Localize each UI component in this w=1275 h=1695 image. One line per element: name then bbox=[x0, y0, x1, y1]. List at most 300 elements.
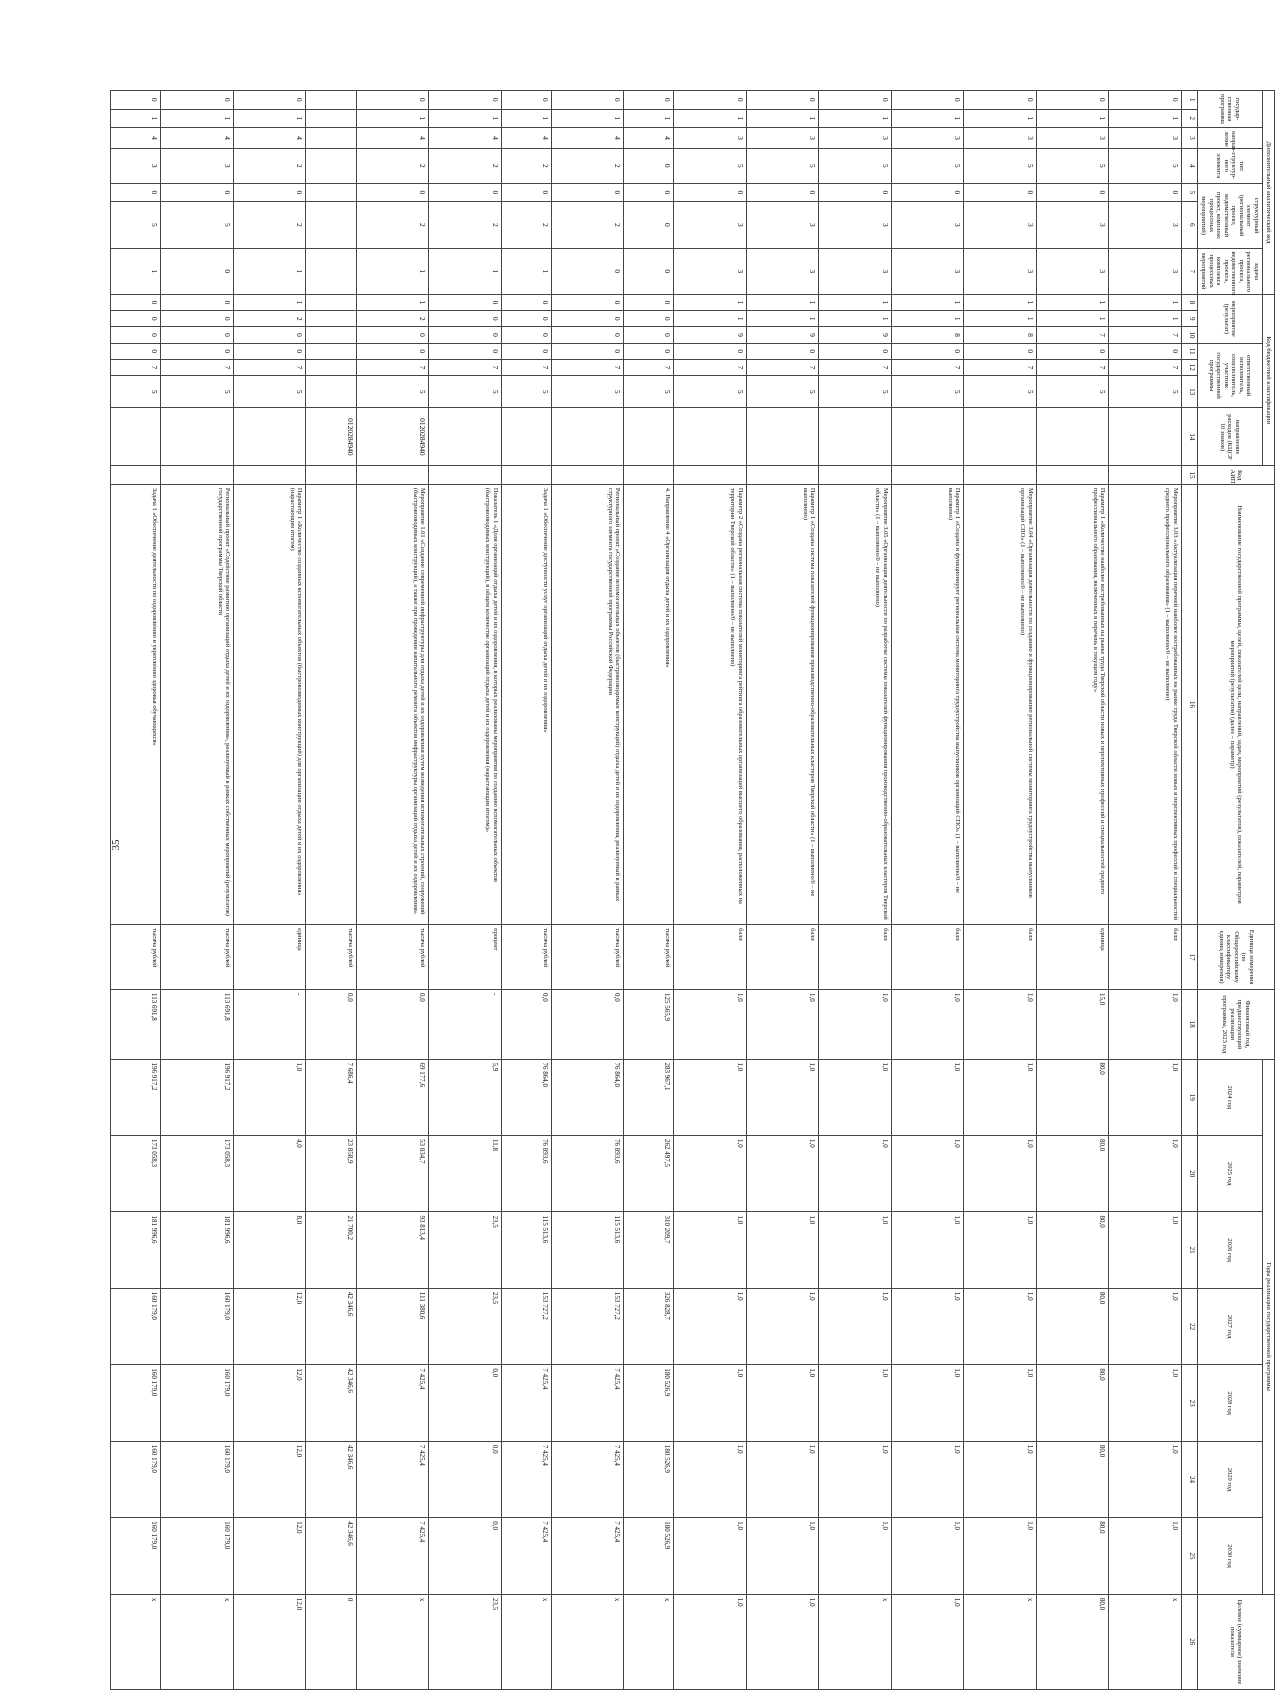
code-cell: 0 bbox=[161, 311, 234, 327]
year-value-cell: 23,5 bbox=[429, 1288, 502, 1364]
code-cell: 1 bbox=[551, 109, 624, 128]
year-value-cell: 1,0 bbox=[819, 1441, 892, 1517]
name-cell: Параметр 1 «Создана и функционирует региональная система мониторинга трудоустройства выпускников организаций СПО» (1 – выполнено/0 – не выполнено) bbox=[891, 484, 964, 924]
code-cell: 0 bbox=[1036, 343, 1109, 359]
base-value-cell: - bbox=[429, 990, 502, 1060]
year-value-cell: 7 425,4 bbox=[551, 1441, 624, 1517]
year-value-cell: 7 425,4 bbox=[356, 1518, 429, 1595]
code-cell: 0 bbox=[624, 202, 674, 248]
year-value-cell: 1,0 bbox=[674, 1136, 747, 1212]
code-cell bbox=[306, 343, 356, 359]
unit-cell: тысяча рублей bbox=[624, 925, 674, 990]
code-cell: 2 bbox=[551, 148, 624, 183]
code-cell: 3 bbox=[674, 202, 747, 248]
code-cell: 0 bbox=[674, 343, 747, 359]
aip-code-header: Код АИП bbox=[1197, 466, 1274, 485]
name-cell: Мероприятие 3.05 «Организация деятельности по разработке системы показателей функционирования производственно-образовательных кластеров Тверской области» (1 – выполнено/0 – не выполнено) bbox=[819, 484, 892, 924]
code-cell: 9 bbox=[819, 327, 892, 343]
code-cell: 0 bbox=[111, 327, 161, 343]
code-cell: 1 bbox=[819, 311, 892, 327]
aip-cell bbox=[306, 466, 356, 485]
kcsr-cell: 0120284940 bbox=[356, 408, 429, 466]
year-value-cell: 1,0 bbox=[891, 1441, 964, 1517]
aip-cell bbox=[1109, 466, 1182, 485]
code-cell: 0 bbox=[234, 91, 307, 110]
name-cell: Мероприятие 1.01 «Создание современной инфраструктуры для отдыха детей и их оздоровления путем возведения вспомогательных строений, сооружений (быстровозводимых конструкций), а также при проведении капитального ремонта объектов инфраструктуры организаций отдыха детей и их оздоровления» bbox=[356, 484, 429, 924]
year-value-cell: 80,0 bbox=[1036, 1212, 1109, 1288]
code-cell: 5 bbox=[551, 376, 624, 408]
year-value-cell: 180 526,9 bbox=[624, 1441, 674, 1517]
target-cell: 80,0 bbox=[1036, 1594, 1109, 1689]
code-cell: 1 bbox=[111, 248, 161, 294]
column-number: 19 bbox=[1181, 1059, 1197, 1135]
code-cell: 1 bbox=[746, 294, 819, 310]
expense-header: направление расходов (КЦСР 10 знаков) bbox=[1197, 408, 1262, 466]
code-cell: 7 bbox=[501, 359, 551, 375]
year-value-cell: 1,0 bbox=[674, 1212, 747, 1288]
year-value-cell: 80,0 bbox=[1036, 1059, 1109, 1135]
year-value-cell: 1,0 bbox=[674, 1059, 747, 1135]
code-cell: 0 bbox=[356, 327, 429, 343]
code-cell: 7 bbox=[356, 359, 429, 375]
code-cell: 5 bbox=[674, 148, 747, 183]
target-cell: 23,5 bbox=[429, 1594, 502, 1689]
struct-type-header: тип структур-ного элемента bbox=[1197, 148, 1262, 183]
code-cell: 0 bbox=[429, 91, 502, 110]
task-header: задача регионального проекта, ведомственного проекта, комплекса процессных мероприятий bbox=[1197, 248, 1262, 294]
target-cell: x bbox=[501, 1594, 551, 1689]
code-cell: 7 bbox=[964, 359, 1037, 375]
years-header: Годы реализации государственной программы bbox=[1262, 1059, 1274, 1594]
target-cell: x bbox=[161, 1594, 234, 1689]
year-value-cell: 262 497,5 bbox=[624, 1136, 674, 1212]
unit-cell: тысяча рублей bbox=[501, 925, 551, 990]
year-value-cell: 1,0 bbox=[746, 1212, 819, 1288]
year-value-cell: 0,0 bbox=[429, 1518, 502, 1595]
year-value-cell: 180 526,9 bbox=[624, 1518, 674, 1595]
kcsr-cell bbox=[891, 408, 964, 466]
year-value-cell: 153 727,2 bbox=[501, 1288, 551, 1364]
year-value-cell: 1,0 bbox=[819, 1059, 892, 1135]
code-cell: 0 bbox=[964, 183, 1037, 202]
code-cell: 7 bbox=[111, 359, 161, 375]
code-cell: 3 bbox=[819, 202, 892, 248]
base-value-cell: 0,0 bbox=[306, 990, 356, 1060]
year-value-cell: 160 179,0 bbox=[111, 1288, 161, 1364]
code-cell: 7 bbox=[1036, 359, 1109, 375]
column-number: 13 bbox=[1181, 376, 1197, 408]
code-cell: 0 bbox=[111, 343, 161, 359]
code-cell: 3 bbox=[819, 128, 892, 149]
column-number: 14 bbox=[1181, 408, 1197, 466]
year-value-cell: 1,0 bbox=[819, 1365, 892, 1441]
code-cell: 1 bbox=[819, 109, 892, 128]
aip-cell bbox=[746, 466, 819, 485]
year-value-cell: 12,0 bbox=[234, 1365, 307, 1441]
code-cell: 1 bbox=[356, 294, 429, 310]
year-value-cell: 160 179,0 bbox=[111, 1518, 161, 1595]
code-cell: 0 bbox=[746, 343, 819, 359]
year-value-cell: 1,0 bbox=[819, 1518, 892, 1595]
aip-cell bbox=[111, 466, 161, 485]
table-row bbox=[356, 91, 429, 1690]
base-value-cell: 113 691,8 bbox=[111, 990, 161, 1060]
table-row bbox=[964, 91, 1037, 1690]
code-cell: 0 bbox=[891, 183, 964, 202]
column-number: 3 bbox=[1181, 128, 1197, 149]
year-value-cell: 1,0 bbox=[1109, 1059, 1182, 1135]
code-cell: 5 bbox=[111, 202, 161, 248]
code-cell: 0 bbox=[624, 294, 674, 310]
code-cell: 1 bbox=[1109, 311, 1182, 327]
code-cell: 1 bbox=[819, 294, 892, 310]
base-value-cell: 113 691,8 bbox=[161, 990, 234, 1060]
target-cell: x bbox=[1109, 1594, 1182, 1689]
code-cell: 3 bbox=[746, 128, 819, 149]
code-cell: 0 bbox=[1036, 183, 1109, 202]
target-cell: x bbox=[964, 1594, 1037, 1689]
code-cell: 3 bbox=[674, 248, 747, 294]
code-cell: 0 bbox=[356, 91, 429, 110]
kcsr-cell bbox=[1109, 408, 1182, 466]
code-cell: 4 bbox=[111, 128, 161, 149]
unit-cell: балл bbox=[1109, 925, 1182, 990]
code-cell: 0 bbox=[111, 183, 161, 202]
year-value-cell: 1,0 bbox=[746, 1518, 819, 1595]
year-value-cell: 23 858,9 bbox=[306, 1136, 356, 1212]
name-cell: Параметр 1 «Количество наиболее востребованных на рынке труда Тверской области новых и перспективных профессий и специальностей среднего профессионального образования, включенных в перечень в текущем году» bbox=[1036, 484, 1109, 924]
unit-cell: тысяча рублей bbox=[306, 925, 356, 990]
code-cell bbox=[306, 311, 356, 327]
code-cell: 2 bbox=[551, 202, 624, 248]
code-cell: 1 bbox=[891, 311, 964, 327]
year-value-cell: 7 425,4 bbox=[356, 1441, 429, 1517]
code-cell: 4 bbox=[624, 128, 674, 149]
code-cell: 0 bbox=[501, 311, 551, 327]
target-cell: x bbox=[111, 1594, 161, 1689]
code-cell: 7 bbox=[746, 359, 819, 375]
code-cell: 1 bbox=[356, 248, 429, 294]
code-cell: 0 bbox=[551, 327, 624, 343]
year-value-cell: 153 727,2 bbox=[551, 1288, 624, 1364]
year-value-cell: 1,0 bbox=[964, 1441, 1037, 1517]
event-header: мероприятие (результат) bbox=[1197, 294, 1262, 343]
unit-cell: балл bbox=[819, 925, 892, 990]
year-value-cell: 181 996,6 bbox=[161, 1212, 234, 1288]
column-number: 16 bbox=[1181, 484, 1197, 924]
code-cell: 0 bbox=[501, 183, 551, 202]
code-cell: 1 bbox=[111, 109, 161, 128]
code-cell: 1 bbox=[891, 294, 964, 310]
code-cell: 8 bbox=[964, 327, 1037, 343]
year-value-cell: 76 893,6 bbox=[501, 1136, 551, 1212]
code-cell: 0 bbox=[429, 311, 502, 327]
year-2030-header: 2030 год bbox=[1197, 1518, 1262, 1595]
code-cell: 5 bbox=[746, 148, 819, 183]
code-cell: 0 bbox=[551, 343, 624, 359]
year-value-cell: 1,0 bbox=[746, 1059, 819, 1135]
year-value-cell: 7 425,4 bbox=[551, 1518, 624, 1595]
code-cell: 0 bbox=[551, 294, 624, 310]
code-cell: 0 bbox=[624, 311, 674, 327]
code-cell: 5 bbox=[964, 376, 1037, 408]
code-cell: 0 bbox=[1109, 183, 1182, 202]
code-cell: 0 bbox=[161, 91, 234, 110]
column-number: 8 bbox=[1181, 294, 1197, 310]
column-number: 21 bbox=[1181, 1212, 1197, 1288]
year-value-cell: 69 177,6 bbox=[356, 1059, 429, 1135]
year-value-cell: 160 179,0 bbox=[111, 1441, 161, 1517]
unit-cell: тысяча рублей bbox=[551, 925, 624, 990]
code-cell: 0 bbox=[891, 91, 964, 110]
code-cell: 0 bbox=[429, 343, 502, 359]
column-number: 1 bbox=[1181, 91, 1197, 110]
code-cell: 1 bbox=[161, 109, 234, 128]
fin-year-header: Финансовый год, предшествующий реализации программы, 2023 год bbox=[1197, 990, 1274, 1060]
target-cell: x bbox=[819, 1594, 892, 1689]
code-cell: 1 bbox=[1109, 109, 1182, 128]
code-cell: 3 bbox=[111, 148, 161, 183]
year-value-cell: 181 996,6 bbox=[111, 1212, 161, 1288]
code-cell: 0 bbox=[746, 91, 819, 110]
year-value-cell: 1,0 bbox=[746, 1365, 819, 1441]
column-number: 4 bbox=[1181, 148, 1197, 183]
code-cell bbox=[306, 202, 356, 248]
code-cell: 3 bbox=[746, 248, 819, 294]
year-value-cell: 4,0 bbox=[234, 1136, 307, 1212]
code-cell: 0 bbox=[674, 183, 747, 202]
column-number: 15 bbox=[1181, 466, 1197, 485]
code-cell: 0 bbox=[551, 311, 624, 327]
code-cell: 2 bbox=[501, 202, 551, 248]
code-cell: 4 bbox=[234, 128, 307, 149]
year-value-cell: 111 380,6 bbox=[356, 1288, 429, 1364]
name-cell: Параметр 2 «Создана региональная система показателей мониторинга рейтинга образовательных организаций высшего образования, расположенных на территории Тверской области» (1 – выполнено/0 – не выполнено) bbox=[674, 484, 747, 924]
code-cell: 5 bbox=[674, 376, 747, 408]
budget-code-header: Код бюджетной классификации bbox=[1262, 294, 1274, 465]
code-cell: 0 bbox=[429, 183, 502, 202]
code-cell: 5 bbox=[501, 376, 551, 408]
year-value-cell: 1,0 bbox=[964, 1288, 1037, 1364]
table-row bbox=[429, 91, 502, 1690]
year-value-cell: 1,0 bbox=[819, 1136, 892, 1212]
year-value-cell: 1,0 bbox=[674, 1365, 747, 1441]
code-cell: 3 bbox=[1036, 128, 1109, 149]
target-cell: x bbox=[356, 1594, 429, 1689]
target-cell: 12,0 bbox=[234, 1594, 307, 1689]
kcsr-cell bbox=[624, 408, 674, 466]
year-value-cell: 1,0 bbox=[891, 1136, 964, 1212]
table-row bbox=[306, 91, 356, 1690]
code-cell: 3 bbox=[1036, 248, 1109, 294]
column-number: 12 bbox=[1181, 359, 1197, 375]
table-row bbox=[674, 91, 747, 1690]
code-cell: 1 bbox=[674, 294, 747, 310]
table-row bbox=[234, 91, 307, 1690]
target-cell: 1,0 bbox=[746, 1594, 819, 1689]
year-value-cell: 1,0 bbox=[891, 1365, 964, 1441]
code-cell: 0 bbox=[746, 183, 819, 202]
year-value-cell: 7 686,4 bbox=[306, 1059, 356, 1135]
code-cell: 0 bbox=[111, 91, 161, 110]
year-value-cell: 8,0 bbox=[234, 1212, 307, 1288]
year-value-cell: 12,0 bbox=[234, 1288, 307, 1364]
table-row bbox=[891, 91, 964, 1690]
code-cell: 0 bbox=[624, 248, 674, 294]
code-cell: 5 bbox=[1109, 376, 1182, 408]
table-row bbox=[551, 91, 624, 1690]
year-value-cell: 1,0 bbox=[1109, 1441, 1182, 1517]
code-cell bbox=[306, 294, 356, 310]
code-cell: 5 bbox=[891, 376, 964, 408]
code-cell bbox=[306, 248, 356, 294]
code-cell: 0 bbox=[234, 327, 307, 343]
name-header: Наименование государственной программы, целей, показателей цели, направлений, задач, мероприятий (результатов), показателей, параметров мероприятий (результатов) (далее – параметр) bbox=[1197, 484, 1274, 924]
year-value-cell: 1,0 bbox=[891, 1059, 964, 1135]
year-value-cell: 160 179,0 bbox=[111, 1365, 161, 1441]
table-row bbox=[111, 91, 161, 1690]
code-cell bbox=[306, 183, 356, 202]
year-value-cell: 1,0 bbox=[964, 1136, 1037, 1212]
table-row bbox=[746, 91, 819, 1690]
unit-header: Единица измерения (по Общероссийскому классификатору единиц измерения) bbox=[1197, 925, 1274, 990]
code-cell: 0 bbox=[111, 294, 161, 310]
aip-cell bbox=[891, 466, 964, 485]
code-cell: 5 bbox=[356, 376, 429, 408]
year-2028-header: 2028 год bbox=[1197, 1365, 1262, 1441]
column-number-row bbox=[1181, 91, 1197, 1690]
code-cell: 3 bbox=[819, 248, 892, 294]
base-value-cell: 1,0 bbox=[674, 990, 747, 1060]
name-cell: Региональный проект «Создание вспомогательных объектов (быстровозводимых конструкций) отдыха детей и их оздоровления, реализуемый в рамках структурного элемента государственной программы Российской Федерации bbox=[551, 484, 624, 924]
column-number: 6 bbox=[1181, 202, 1197, 248]
target-cell: x bbox=[624, 1594, 674, 1689]
code-cell: 0 bbox=[624, 183, 674, 202]
unit-cell: тысяча рублей bbox=[161, 925, 234, 990]
year-value-cell: 80,0 bbox=[1036, 1136, 1109, 1212]
name-cell: Задача 1 «Обеспечение деятельности по оздоровлению и укреплению здоровья обучающихся» bbox=[111, 484, 161, 924]
code-cell: 7 bbox=[819, 359, 892, 375]
table-row bbox=[1109, 91, 1182, 1690]
base-value-cell: 0,0 bbox=[356, 990, 429, 1060]
code-cell: 2 bbox=[356, 202, 429, 248]
year-value-cell: 11,8 bbox=[429, 1136, 502, 1212]
code-cell: 0 bbox=[501, 343, 551, 359]
code-cell: 7 bbox=[674, 359, 747, 375]
year-value-cell: 76 864,0 bbox=[501, 1059, 551, 1135]
code-cell: 0 bbox=[819, 183, 892, 202]
year-value-cell: 283 967,1 bbox=[624, 1059, 674, 1135]
code-cell bbox=[306, 327, 356, 343]
code-cell: 1 bbox=[964, 294, 1037, 310]
code-cell: 4 bbox=[356, 128, 429, 149]
aip-cell bbox=[356, 466, 429, 485]
code-cell: 0 bbox=[551, 248, 624, 294]
kcsr-cell bbox=[111, 408, 161, 466]
code-cell: 7 bbox=[1036, 327, 1109, 343]
code-cell: 3 bbox=[891, 248, 964, 294]
column-number: 7 bbox=[1181, 248, 1197, 294]
kcsr-cell bbox=[819, 408, 892, 466]
aip-cell bbox=[964, 466, 1037, 485]
code-cell: 0 bbox=[356, 183, 429, 202]
responsible-header: ответственный исполнитель, соисполнитель, участник государственной программы bbox=[1197, 343, 1262, 408]
year-2024-header: 2024 год bbox=[1197, 1059, 1262, 1135]
year-2027-header: 2027 год bbox=[1197, 1288, 1262, 1364]
aip-cell bbox=[501, 466, 551, 485]
year-value-cell: 12,0 bbox=[234, 1441, 307, 1517]
kcsr-cell bbox=[551, 408, 624, 466]
code-cell: 1 bbox=[501, 109, 551, 128]
column-number: 2 bbox=[1181, 109, 1197, 128]
name-cell: Мероприятие 3.03 «Актуализация перечней наиболее востребованных на рынке труда Тверской области новых и перспективных профессий и специальностей среднего профессионального образования» (1 – выполнено/0 – не выполнено) bbox=[1109, 484, 1182, 924]
year-value-cell: 1,0 bbox=[234, 1059, 307, 1135]
code-cell: 5 bbox=[964, 148, 1037, 183]
code-cell: 0 bbox=[501, 294, 551, 310]
target-header: Целевое (суммарное) значение показателя bbox=[1197, 1594, 1274, 1689]
table-frame bbox=[150, 90, 1275, 1690]
code-cell: 2 bbox=[501, 148, 551, 183]
code-cell: 0 bbox=[1109, 343, 1182, 359]
year-value-cell: 1,0 bbox=[674, 1518, 747, 1595]
year-value-cell: 1,0 bbox=[891, 1288, 964, 1364]
unit-cell: единица bbox=[1036, 925, 1109, 990]
code-cell: 3 bbox=[964, 202, 1037, 248]
table-row bbox=[819, 91, 892, 1690]
year-value-cell: 80,0 bbox=[1036, 1288, 1109, 1364]
code-cell: 1 bbox=[234, 109, 307, 128]
target-cell: x bbox=[551, 1594, 624, 1689]
code-cell bbox=[306, 128, 356, 149]
name-cell: Параметр 1 «Количество созданных вспомогательных объектов (быстровозводимых конструкций) для организации отдыха детей и их оздоровления» (нарастающим итогом) bbox=[234, 484, 307, 924]
code-cell: 3 bbox=[891, 202, 964, 248]
target-cell: 1,0 bbox=[891, 1594, 964, 1689]
year-value-cell: 173 058,3 bbox=[161, 1136, 234, 1212]
code-cell: 0 bbox=[674, 91, 747, 110]
aip-cell bbox=[551, 466, 624, 485]
year-value-cell: 1,0 bbox=[674, 1288, 747, 1364]
code-cell: 2 bbox=[234, 202, 307, 248]
code-cell: 0 bbox=[819, 91, 892, 110]
year-value-cell: 42 346,6 bbox=[306, 1365, 356, 1441]
year-value-cell: 1,0 bbox=[746, 1136, 819, 1212]
code-cell: 5 bbox=[161, 376, 234, 408]
year-value-cell: 1,0 bbox=[891, 1212, 964, 1288]
code-cell: 3 bbox=[891, 128, 964, 149]
code-cell bbox=[306, 91, 356, 110]
year-value-cell: 7 425,4 bbox=[356, 1365, 429, 1441]
column-number: 20 bbox=[1181, 1136, 1197, 1212]
target-cell: 0 bbox=[306, 1594, 356, 1689]
code-cell: 7 bbox=[1109, 359, 1182, 375]
year-value-cell: 7 425,4 bbox=[501, 1365, 551, 1441]
code-cell: 5 bbox=[819, 148, 892, 183]
year-value-cell: 1,0 bbox=[1109, 1136, 1182, 1212]
base-value-cell: 1,0 bbox=[819, 990, 892, 1060]
code-cell: 4 bbox=[501, 128, 551, 149]
base-value-cell: 1,0 bbox=[1109, 990, 1182, 1060]
code-cell: 1 bbox=[891, 109, 964, 128]
base-value-cell: 1,0 bbox=[746, 990, 819, 1060]
year-value-cell: 160 179,0 bbox=[161, 1288, 234, 1364]
code-cell: 8 bbox=[891, 327, 964, 343]
code-cell: 1 bbox=[234, 294, 307, 310]
code-cell: 2 bbox=[356, 311, 429, 327]
year-value-cell: 115 513,6 bbox=[501, 1212, 551, 1288]
code-cell: 0 bbox=[964, 91, 1037, 110]
code-cell: 3 bbox=[964, 248, 1037, 294]
code-cell: 5 bbox=[234, 376, 307, 408]
